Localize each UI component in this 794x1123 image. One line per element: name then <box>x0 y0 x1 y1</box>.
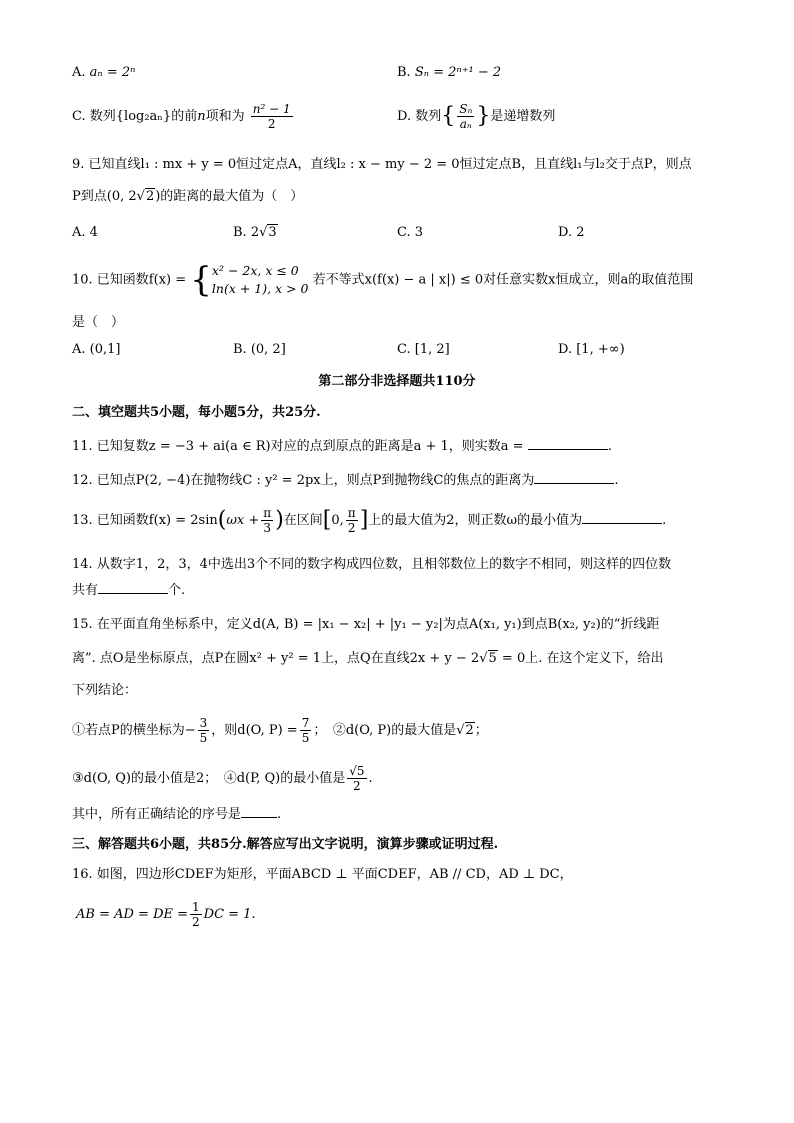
text: )的距离的最大值为（ ） <box>155 189 304 204</box>
q15-line3: 下列结论： <box>72 683 138 698</box>
q8-option-b <box>397 64 501 82</box>
option-label: A. <box>72 65 86 80</box>
q9-option-a: A. 4 <box>72 225 98 240</box>
option-text: 数列{log₂aₙ}的前 <box>89 109 198 124</box>
q9-line2: P到点(0, 2√2)的距离的最大值为（ ） <box>72 189 304 204</box>
q15-answer: 其中，所有正确结论的序号是 . <box>72 807 282 822</box>
q9-line1: 9. 已知直线l₁ : mx + y = 0恒过定点A，直线l₂ : x − my − 2 = 0恒过定点B，且直线l₁与l₂交于点P，则点 <box>72 157 692 172</box>
text: 10. 已知函数f(x) = <box>72 272 187 288</box>
option-label: B. <box>397 65 411 80</box>
option-text: 数列 <box>415 109 442 124</box>
answer-blank <box>582 523 662 524</box>
answer-blank <box>528 449 608 450</box>
option-label: C. <box>72 109 86 124</box>
q11: 11. 已知复数z = −3 + ai(a ∈ R)对应的点到原点的距离是a + 1，则实数a = . <box>72 439 612 454</box>
q15-conclusions-1-2: ①若点P的横坐标为− $\frac{3}{5}$ ，则d(O, P) = $\frac{7}{5}$ ； ②d(O, P)的最大值是√2； <box>72 716 488 745</box>
section3-heading: 三、解答题共6小题，共85分.解答应写出文字说明，演算步骤或证明过程. <box>72 837 499 852</box>
q10-option-a: A. (0,1] <box>72 342 121 357</box>
denominator: aₙ <box>459 117 472 131</box>
q10-option-c: C. [1, 2] <box>397 342 450 357</box>
answer-blank <box>534 483 614 484</box>
q12: 12. 已知点P(2, −4)在抛物线C : y² = 2px上，则点P到抛物线C的焦点的距离为 . <box>72 473 619 488</box>
option-label: D. <box>397 109 412 124</box>
q10-line1: 10. 已知函数f(x) = { x² − 2x, x ≤ 0 ln(x + 1), x > 0 若不等式x(f(x) − a | x|) ≤ 0对任意实数x恒成立，则a的取值范围 <box>72 260 694 300</box>
q13: 13. 已知函数f(x) = 2sin(ωx + $\frac{\pi}{3}$ )在区间[0, $\frac{\pi}{2}$ ]上的最大值为2，则正数ω的最小值为 . <box>72 506 667 535</box>
text: 若不等式x(f(x) − a | x|) ≤ 0对任意实数x恒成立，则a的取值范围 <box>312 272 694 288</box>
q15-line2: 离”. 点O是坐标原点，点P在圆x² + y² = 1上，点Q在直线2x + y − 2√5 = 0上. 在这个定义下，给出 <box>72 651 664 666</box>
q8-option-a <box>72 64 135 82</box>
q10-line2: 是（ ） <box>72 315 125 330</box>
option-var: n <box>197 109 206 124</box>
q14-line2: 共有 个. <box>72 583 186 598</box>
q16-line2: AB = AD = DE = $\frac{1}{2}$ DC = 1. <box>76 900 256 929</box>
fraction <box>251 102 293 131</box>
numerator: Sₙ <box>459 102 473 116</box>
option-expr: aₙ = 2ⁿ <box>89 65 136 80</box>
numerator: n² − 1 <box>252 102 291 116</box>
q14-line1: 14. 从数字1，2，3，4中选出3个不同的数字构成四位数，且相邻数位上的数字不相同，则这样的四位数 <box>72 557 672 572</box>
q8-option-d: D. 数列{ $\frac{\text{Sₙ}}{\text{aₙ}}$ }是递增数列 <box>397 102 556 131</box>
q9-option-c: C. 3 <box>397 225 424 240</box>
answer-blank <box>98 593 168 594</box>
denominator: 2 <box>267 117 276 131</box>
option-text: 是递增数列 <box>490 109 556 124</box>
q8-option-c <box>72 102 295 131</box>
piecewise: x² − 2x, x ≤ 0 ln(x + 1), x > 0 <box>211 263 309 296</box>
q16-line1: 16. 如图，四边形CDEF为矩形，平面ABCD ⊥ 平面CDEF，AB // CD，AD ⊥ DC， <box>72 867 573 882</box>
sqrt-arg: 2 <box>145 189 155 204</box>
part2-title: 第二部分非选择题共110分 <box>318 374 476 389</box>
q9-option-b: B. 2√3 <box>233 225 277 240</box>
q15-conclusions-3-4: ③d(O, Q)的最小值是2； ④d(P, Q)的最小值是 $\frac{√5}{2}$ . <box>72 764 373 793</box>
q10-option-d: D. [1, +∞) <box>558 342 625 357</box>
text: P到点(0, 2 <box>72 189 137 204</box>
option-expr: Sₙ = 2ⁿ⁺¹ − 2 <box>414 65 502 80</box>
q15-line1: 15. 在平面直角坐标系中，定义d(A, B) = |x₁ − x₂| + |y₁ − y₂|为点A(x₁, y₁)到点B(x₂, y₂)的“折线距 <box>72 617 660 632</box>
q9-option-d: D. 2 <box>558 225 585 240</box>
fraction <box>457 102 474 131</box>
q10-option-b: B. (0, 2] <box>233 342 286 357</box>
option-text: 项和为 <box>205 109 245 124</box>
section2-heading: 二、填空题共5小题，每小题5分，共25分. <box>72 405 321 420</box>
answer-blank <box>241 817 277 818</box>
